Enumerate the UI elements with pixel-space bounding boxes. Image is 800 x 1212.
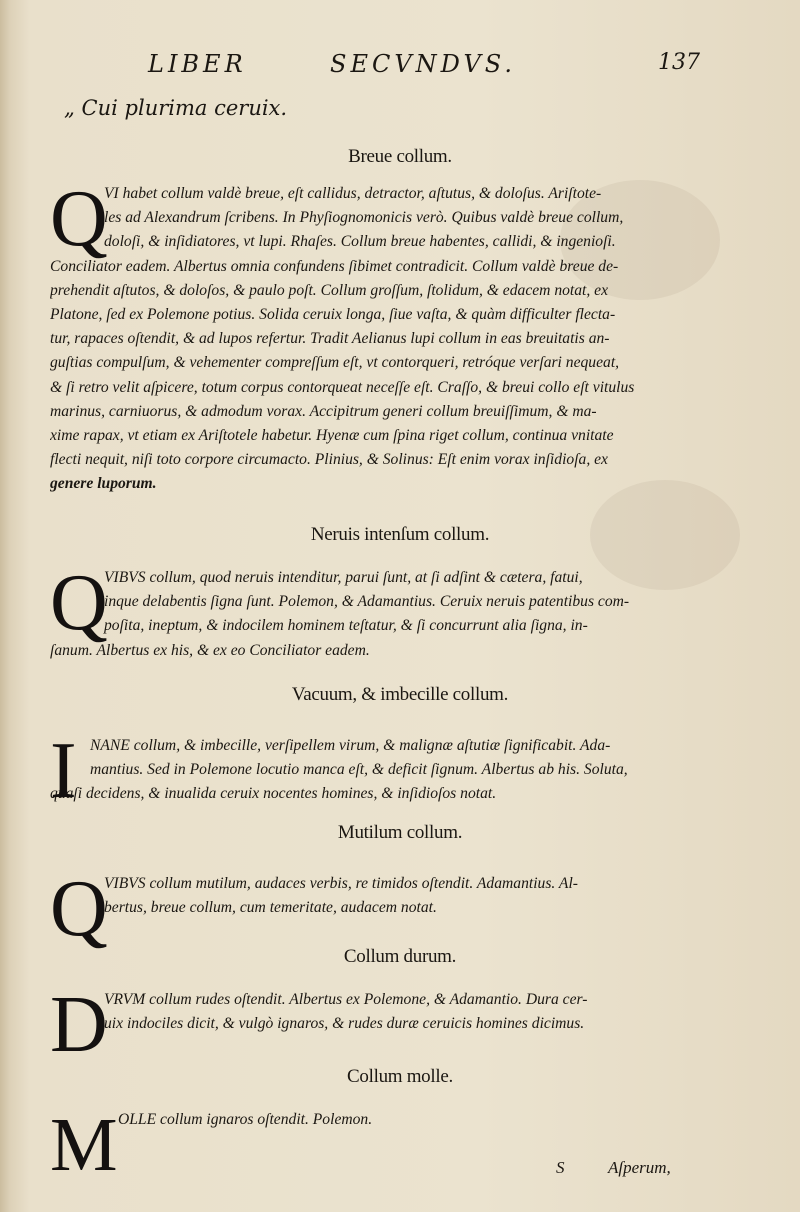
text-line: Conciliator eadem. Albertus omnia confundens ſibimet contradicit. Collum valdè breue de-: [50, 257, 619, 275]
text-line: uix indociles dicit, & vulgò ignaros, & rudes duræ ceruicis homines dicimus.: [104, 1015, 585, 1033]
text-line: OLLE collum ignaros oſtendit. Polemon.: [118, 1111, 373, 1128]
text-line: VIBVS collum mutilum, audaces verbis, re timidos oſtendit. Adamantius. Al-: [104, 875, 578, 892]
text-line: genere luporum.: [50, 475, 157, 493]
section-body: [50, 559, 710, 663]
text-line: prehendit aſtutos, & doloſos, & paulo poſt. Collum groſſum, ſtolidum, & edacem notat, ex: [50, 281, 609, 299]
signature-mark: S: [556, 1158, 565, 1177]
text-line: marinus, carniuorus, & admodum vorax. Accipitrum generi collum breuiſſimum, & ma-: [50, 402, 597, 420]
text-line: VRVM collum rudes oſtendit. Albertus ex Polemone, & Adamantio. Dura cer-: [104, 991, 588, 1008]
text-line: ſanum. Albertus ex his, & ex eo Conciliator eadem.: [50, 641, 370, 659]
catchword: Aſperum,: [608, 1158, 671, 1177]
text-line: tur, rapaces oſtendit, & ad lupos refertur. Tradit Aelianus lupi collum in eas breuitatis an-: [50, 330, 610, 348]
drop-cap: D: [50, 981, 108, 1069]
running-header: [140, 50, 700, 84]
text-line: flecti nequit, niſi toto corpore circumacto. Plinius, & Solinus: Eſt enim vorax inſidioſa, ex: [50, 451, 608, 469]
text-line: poſita, ineptum, & indocilem hominem teſtatur, & ſi concurrunt alia ſigna, in-: [104, 617, 588, 635]
page-number: 137: [658, 50, 700, 75]
drop-cap: Q: [50, 175, 108, 263]
section-heading: Collum durum.: [343, 946, 457, 967]
text-line: guſtias compulſum, & vehementer compreſſum eſt, vt contorqueri, retróque verſari nequeat,: [50, 354, 620, 372]
text-line: VIBVS collum, quod neruis intenditur, parui ſunt, at ſi adſint & cætera, fatui,: [104, 569, 583, 586]
text-line: Platone, ſed ex Polemone potius. Solida ceruix longa, ſiue vaſta, & quàm difficulter flecta-: [50, 306, 616, 324]
text-line: les ad Alexandrum ſcribens. In Phyſiognomonicis verò. Quibus valdè breue collum,: [104, 209, 624, 227]
drop-cap: M: [50, 1103, 118, 1187]
section-body: [50, 175, 710, 497]
running-title-left: LIBER: [148, 50, 247, 78]
section-heading: Neruis intenſum collum.: [310, 524, 490, 545]
text-line: & ſi retro velit aſpicere, totum corpus contorqueat neceſſe eſt. Craſſo, & breui collo eſt vitulus: [50, 378, 635, 396]
section-heading: Mutilum collum.: [337, 822, 463, 843]
text-line: NANE collum, & imbecille, verſipellem virum, & malignæ aſtutiæ ſignificabit. Ada-: [90, 737, 611, 754]
drop-cap: Q: [50, 559, 108, 647]
section-heading: Collum molle.: [347, 1066, 453, 1087]
text-line: VI habet collum valdè breue, eſt callidus, detractor, aſtutus, & doloſus. Ariſtote-: [104, 185, 602, 202]
text-line: xime rapax, vt etiam ex Ariſtotele habetur. Hyenæ cum ſpina riget collum, continua vnitate: [50, 427, 614, 445]
text-line: mantius. Sed in Polemone locutio manca eſt, & deficit ſignum. Albertus ab his. Soluta,: [90, 761, 628, 779]
section-heading: Breue collum.: [348, 146, 452, 167]
running-title-right: SECVNDVS.: [330, 50, 517, 78]
text-line: doloſi, & inſidiatores, vt lupi. Rhaſes. Collum breue habentes, callidi, & ingenioſi.: [104, 233, 616, 251]
section-body: [50, 727, 710, 815]
text-line: quaſi decidens, & inualida ceruix nocentes homines, & inſidioſos notat.: [50, 785, 497, 803]
section-heading: Vacuum, & imbecille collum.: [291, 684, 509, 705]
drop-cap: Q: [50, 865, 108, 953]
drop-cap: I: [50, 727, 77, 815]
quotation-caption: „ Cui plurima ceruix.: [64, 96, 288, 120]
text-line: bertus, breue collum, cum temeritate, audacem notat.: [104, 899, 437, 917]
section-body: [50, 865, 710, 953]
text-line: inque delabentis ſigna ſunt. Polemon, & Adamantius. Ceruix neruis patentibus com-: [104, 593, 630, 611]
section-body: [50, 981, 710, 1069]
